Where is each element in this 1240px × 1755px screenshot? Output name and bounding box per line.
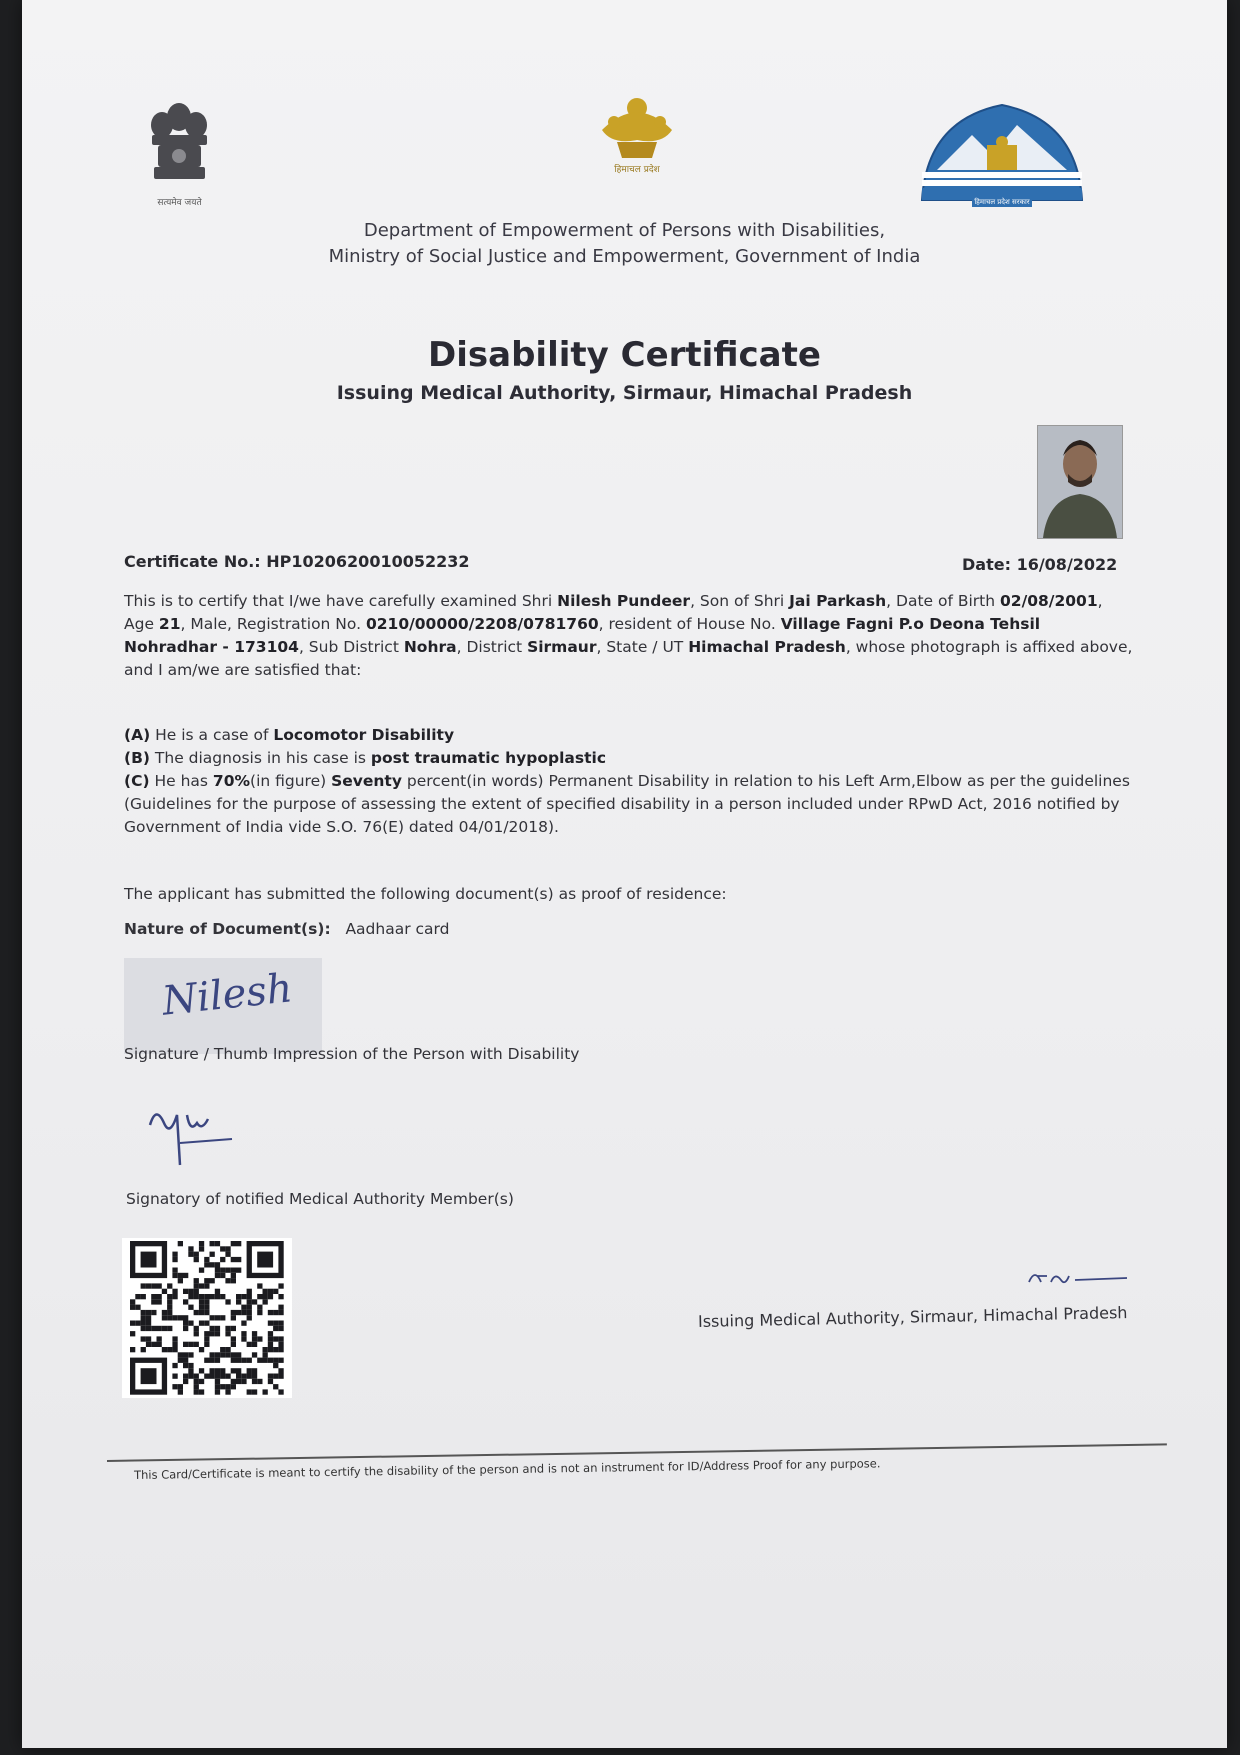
ministry-name: Ministry of Social Justice and Empowerment, Government of India bbox=[328, 246, 921, 267]
disability-type: Locomotor Disability bbox=[273, 726, 455, 744]
qr-code bbox=[122, 1238, 292, 1398]
district: Sirmaur bbox=[527, 638, 597, 656]
page-subtitle: Issuing Medical Authority, Sirmaur, Himachal Pradesh bbox=[336, 382, 913, 404]
diagnosis: post traumatic hypoplastic bbox=[370, 749, 607, 767]
clause-a: (A) He is a case of Locomotor Disability bbox=[124, 726, 455, 744]
disability-percent: 70% bbox=[212, 772, 251, 790]
father-name: Jai Parkash bbox=[789, 592, 887, 610]
disability-percent-words: Seventy bbox=[331, 772, 402, 790]
certificate-number-value: HP1020620010052232 bbox=[266, 552, 470, 571]
emblem-caption: हिमाचल प्रदेश bbox=[614, 165, 660, 175]
document-nature: Nature of Document(s): Aadhaar card bbox=[124, 920, 450, 938]
residence-intro: The applicant has submitted the following document(s) as proof of residence: bbox=[124, 885, 727, 903]
issuer-signature bbox=[1027, 1262, 1137, 1296]
document-value: Aadhaar card bbox=[345, 920, 450, 938]
clause-b: (B) The diagnosis in his case is post traumatic hypoplastic bbox=[124, 749, 607, 767]
date-of-birth: 02/08/2001 bbox=[1000, 592, 1098, 610]
national-emblem-icon bbox=[132, 95, 227, 215]
person-signature-box bbox=[124, 958, 322, 1054]
himachal-government-logo-icon bbox=[917, 100, 1087, 220]
authority-signature-caption: Signatory of notified Medical Authority Member(s) bbox=[126, 1190, 514, 1208]
applicant-photo bbox=[1037, 425, 1123, 539]
person-signature: Nilesh bbox=[159, 965, 295, 1025]
certificate-paper bbox=[22, 0, 1227, 1748]
state: Himachal Pradesh bbox=[688, 638, 846, 656]
emblem-caption: सत्यमेव जयते bbox=[157, 198, 202, 208]
footer-note: This Card/Certificate is meant to certify the disability of the person and is not an instrument for ID/Address Proof for any purpose. bbox=[133, 1456, 881, 1482]
certificate-number: Certificate No.: HP1020620010052232 bbox=[124, 552, 470, 571]
certificate-date: Date: 16/08/2022 bbox=[962, 555, 1118, 574]
applicant-name: Nilesh Pundeer bbox=[557, 592, 691, 610]
issuer-caption: Issuing Medical Authority, Sirmaur, Himachal Pradesh bbox=[697, 1303, 1128, 1331]
authority-signature bbox=[142, 1075, 262, 1174]
certification-paragraph: This is to certify that I/we have carefully examined Shri Nilesh Pundeer, Son of Shri Jai Parkash, Date of Birth 02/08/2001, Age 21, Male, Registration No. 0210/00000/2208/0781760, resident of House No. Village Fagni P.o Deona Tehsil Nohradhar - 173104, Sub District Nohra, District Sirmaur, State / UT Himachal Pradesh, whose photograph is affixed above, and I am/we are satisfied that: bbox=[124, 592, 1133, 679]
address: Village Fagni P.o Deona Tehsil Nohradhar - 173104 bbox=[124, 615, 1041, 656]
sub-district: Nohra bbox=[403, 638, 457, 656]
himachal-emblem-icon bbox=[582, 90, 692, 185]
registration-number: 0210/00000/2208/0781760 bbox=[365, 615, 599, 633]
clause-c: (C) He has 70%(in figure) Seventy percent(in words) Permanent Disability in relation to his Left Arm,Elbow as per the guidelines (Guidelines for the purpose of assessing the extent of specified disability in a person included under RPwD Act, 2016 notified by Government of India vide S.O. 76(E) dated 04/01/2018). bbox=[124, 772, 1130, 836]
page-title: Disability Certificate bbox=[428, 335, 821, 375]
age: 21 bbox=[158, 615, 181, 633]
logo-caption: हिमाचल प्रदेश सरकार bbox=[972, 198, 1032, 207]
certificate-date-value: 16/08/2022 bbox=[1016, 555, 1118, 574]
department-name: Department of Empowerment of Persons with Disabilities, bbox=[363, 220, 886, 241]
person-signature-caption: Signature / Thumb Impression of the Person with Disability bbox=[124, 1045, 580, 1063]
